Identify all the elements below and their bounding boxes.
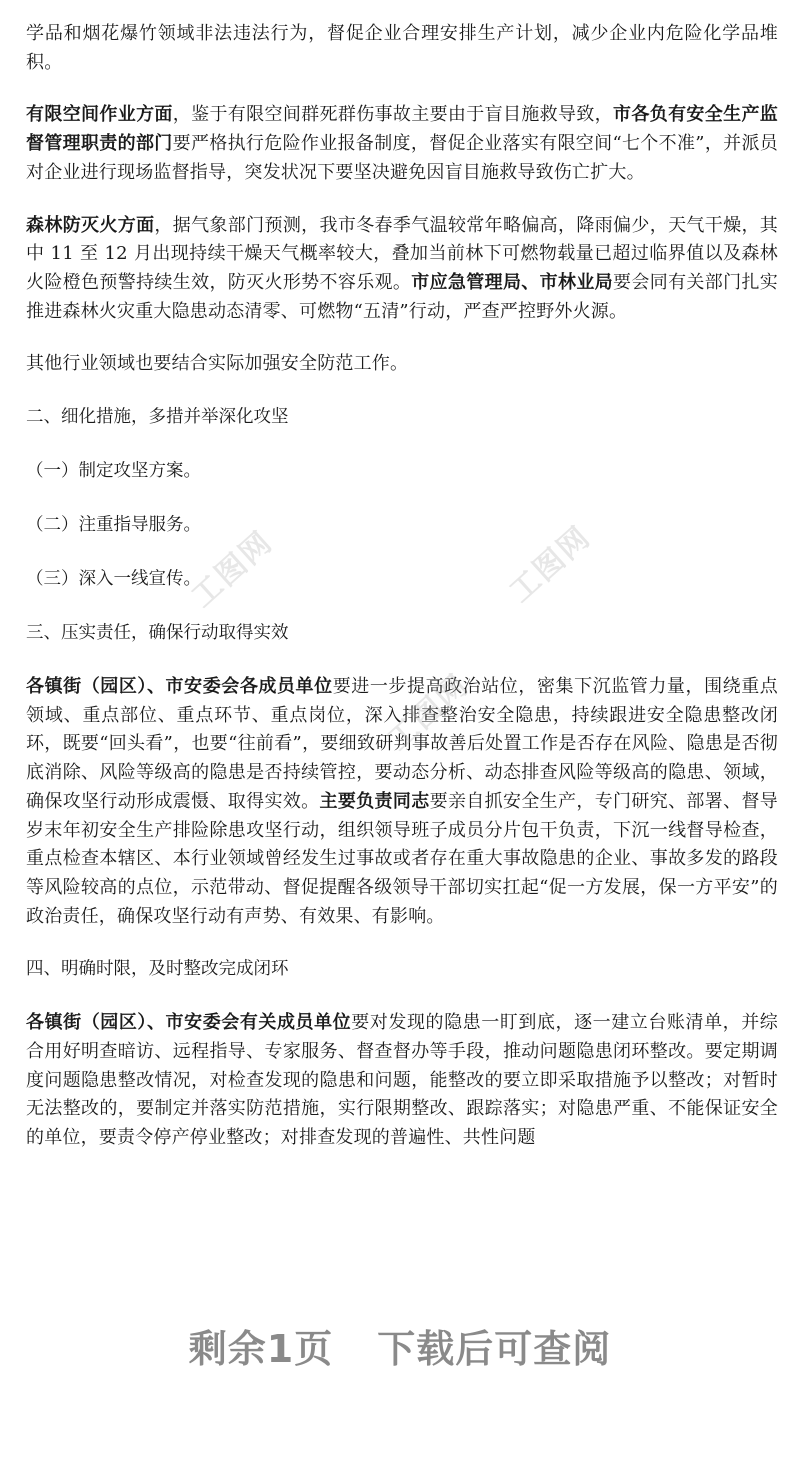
paragraph-hazardous-chemicals (26, 20, 778, 77)
paragraph-text: ，鉴于有限空间群死群伤事故主要由于盲目施救导致， (172, 104, 614, 126)
paragraph-text: 要严格执行危险作业报备制度，督促企业落实有限空间“七个不准”，并派员对企业进行现场监督指导，突发状况下要坚决避免因盲目施救导致伤亡扩大。 (26, 133, 779, 183)
subitem-3: （三）深入一线宣传。 (26, 569, 201, 590)
bold-responsible-unit: 各镇街（园区）、市安委会有关成员单位 (26, 1012, 352, 1034)
paragraph-other-industries (26, 350, 778, 379)
bold-topic: 有限空间作业方面 (26, 104, 173, 126)
paragraph-text: ，据气象部门预测，我市冬春季气温较常年略偏高，降雨偏少，天气干燥，其中 11 至 12 月出现持续干燥天气概率较大，叠加当前林下可燃物载量已超过临界值以及森林火险橙色预警持续生效，防灭火形势不容乐观。 (26, 214, 779, 293)
paragraph-confined-space (26, 101, 778, 187)
download-prompt[interactable] (0, 1318, 800, 1373)
section-heading-3: 三、压实责任，确保行动取得实效 (26, 623, 289, 644)
bold-responsible-unit: 市各负有安全生产监督管理职责的部门 (26, 104, 778, 155)
section-heading-2: 二、细化措施，多措并举深化攻坚 (26, 407, 289, 428)
watermark-logo: 工图网 (380, 667, 476, 758)
paragraph-text: 要进一步提高政治站位，密集下沉监管力量，围绕重点领域、重点部位、重点环节、重点岗位，深入排查整治安全隐患，持续跟进安全隐患整改闭环，既要“回头看”，也要“往前看”，要细致研判事故善后处置工作是否存在风险、隐患是否彻底消除、风险等级高的隐患是否持续管控，要动态分析、动态排查风险等级高的隐患、领域，确保攻坚行动形成震慑、取得实效。 (26, 676, 778, 812)
paragraph-rectification (26, 1009, 778, 1153)
paragraph-forest-fire (26, 212, 778, 327)
bold-responsible-unit: 市应急管理局、市林业局 (411, 271, 614, 293)
remaining-pages-label: 剩余1页 (188, 1327, 334, 1371)
bold-topic: 森林防灭火方面 (26, 214, 155, 236)
paragraph-text: 要对发现的隐患一盯到底，逐一建立台账清单，并综合用好明查暗访、远程指导、专家服务、督查督办等手段，推动问题隐患闭环整改。要定期调度问题隐患整改情况，对检查发现的隐患和问题，能整改的要立即采取措施予以整改；对暂时无法整改的，要制定并落实防范措施，实行限期整改、跟踪落实；对隐患严重、不能保证安全的单位，要责令停产停业整改；对排查发现的普遍性、共性问题 (26, 1012, 778, 1149)
paragraph-responsibility (26, 673, 778, 931)
download-to-view-label: 下载后可查阅 (377, 1327, 612, 1371)
paragraph-text: 其他行业领域也要结合实际加强安全防范工作。 (26, 353, 409, 375)
bold-responsible-unit: 主要负责同志 (319, 790, 430, 812)
watermark-logo: 工图网 (502, 519, 598, 610)
document-page (26, 20, 778, 1177)
paragraph-text: 学品和烟花爆竹领域非法违法行为，督促企业合理安排生产计划，减少企业内危险化学品堆积。 (26, 23, 778, 73)
watermark-logo: 工图网 (184, 524, 280, 615)
paragraph-text: 要亲自抓安全生产，专门研究、部署、督导岁末年初安全生产排险除患攻坚行动，组织领导班子成员分片包干负责，下沉一线督导检查，重点检查本辖区、本行业领域曾经发生过事故或者存在重大事故隐患的企业、事故多发的路段等风险较高的点位，示范带动、督促提醒各级领导干部切实扛起“促一方发展，保一方平安”的政治责任，确保攻坚行动有声势、有效果、有影响。 (26, 790, 778, 927)
paragraph-text: 要会同有关部门扎实推进森林火灾重大隐患动态清零、可燃物“五清”行动，严查严控野外火源。 (26, 271, 778, 322)
bold-responsible-unit: 各镇街（园区）、市安委会各成员单位 (26, 676, 333, 698)
subitem-2: （二）注重指导服务。 (26, 515, 201, 536)
section-heading-4: 四、明确时限，及时整改完成闭环 (26, 959, 289, 980)
subitem-1: （一）制定攻坚方案。 (26, 461, 201, 482)
